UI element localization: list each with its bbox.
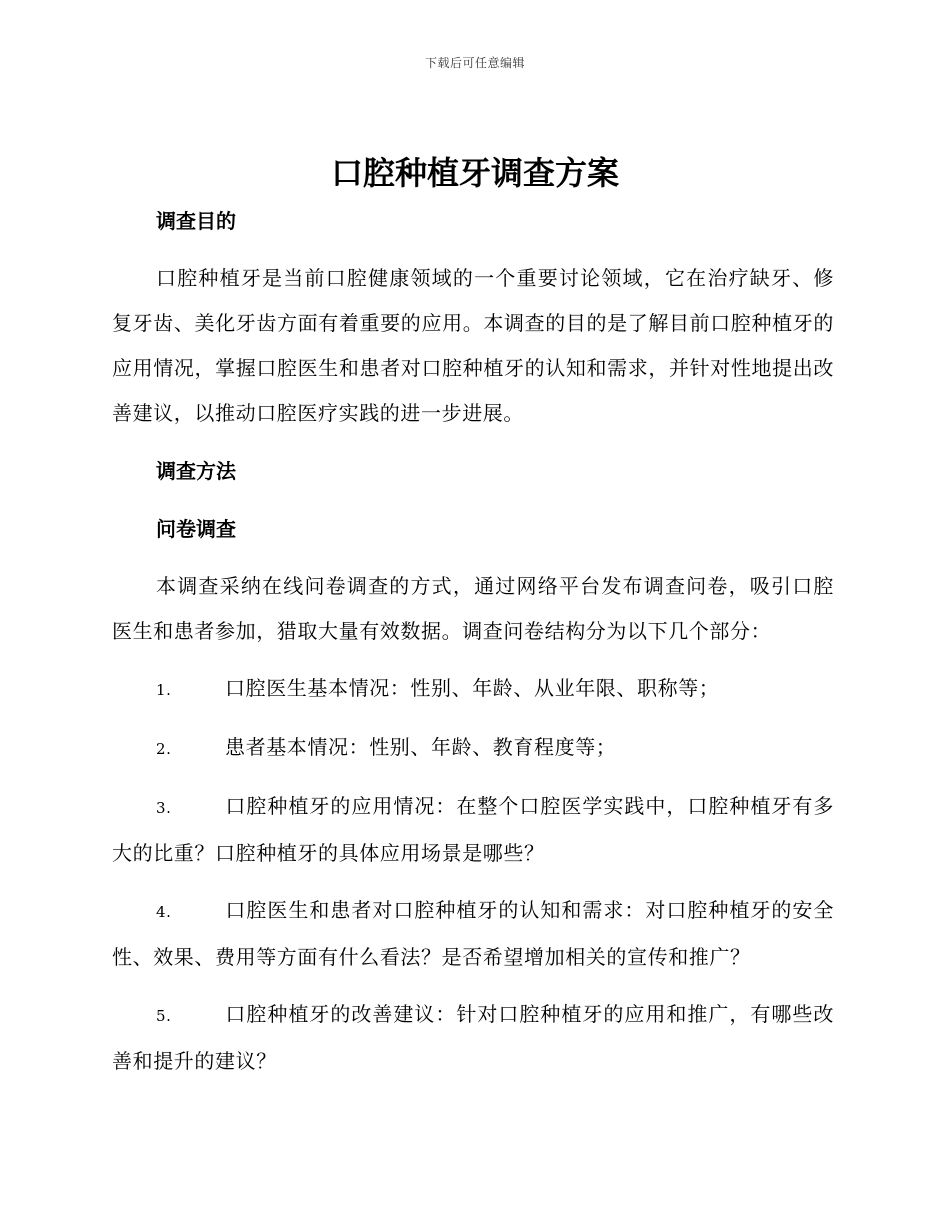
- list-number: 1.: [156, 681, 172, 699]
- section-heading-purpose: 调查目的: [156, 209, 236, 233]
- paragraph-purpose: 口腔种植牙是当前口腔健康领域的一个重要讨论领域，它在治疗缺牙、修复牙齿、美化牙齿方面有着重要的应用。本调查的目的是了解目前口腔种植牙的应用情况，掌握口腔医生和患者对口腔种植牙的认知和需求，并针对性地提出改善建议，以推动口腔医疗实践的进一步进展。: [112, 266, 834, 425]
- list-number: 5.: [156, 1007, 172, 1025]
- list-item-text: 口腔医生和患者对口腔种植牙的认知和需求：对口腔种植牙的安全性、效果、费用等方面有什么看法？是否希望增加相关的宣传和推广？: [112, 898, 834, 969]
- list-item-text: 患者基本情况：性别、年龄、教育程度等；: [225, 735, 617, 759]
- list-item: [112, 666, 834, 713]
- list-number: 4.: [156, 903, 172, 921]
- document-body: [112, 198, 834, 1084]
- section-heading-method: 调查方法: [156, 459, 236, 483]
- list-item: [112, 992, 834, 1084]
- document-title: 口腔种植牙调查方案: [330, 154, 619, 192]
- paragraph-survey: 本调查采纳在线问卷调查的方式，通过网络平台发布调查问卷，吸引口腔医生和患者参加，猎取大量有效数据。调查问卷结构分为以下几个部分：: [112, 574, 834, 643]
- list-item-text: 口腔医生基本情况：性别、年龄、从业年限、职称等；: [225, 676, 720, 700]
- list-item: [112, 725, 834, 772]
- list-number: 3.: [156, 799, 172, 817]
- header-note: 下载后可任意编辑: [424, 56, 525, 70]
- list-item-text: 口腔种植牙的改善建议：针对口腔种植牙的应用和推广，有哪些改善和提升的建议？: [112, 1002, 834, 1073]
- list-number: 2.: [156, 740, 172, 758]
- list-item-text: 口腔种植牙的应用情况：在整个口腔医学实践中，口腔种植牙有多大的比重？口腔种植牙的具体应用场景是哪些？: [112, 794, 834, 865]
- list-item: [112, 784, 834, 876]
- list-item: [112, 888, 834, 980]
- section-heading-survey: 问卷调查: [156, 517, 236, 541]
